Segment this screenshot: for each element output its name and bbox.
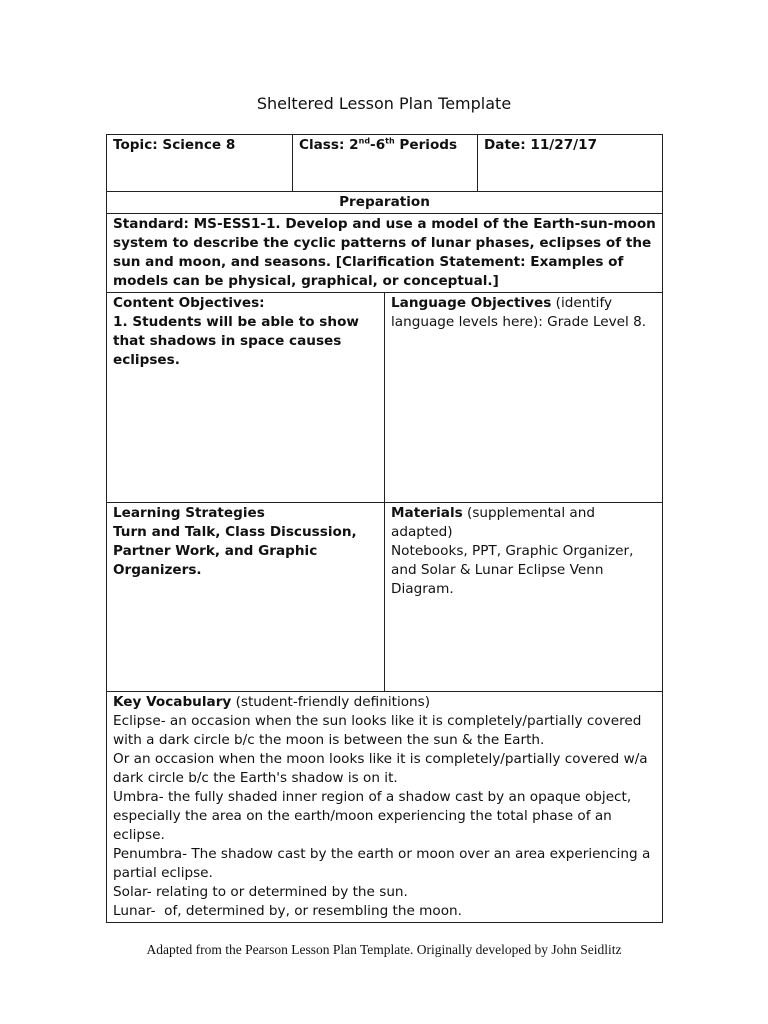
date-cell (478, 135, 663, 192)
class-cell (293, 135, 478, 192)
key-vocabulary-note: (student-friendly definitions) (231, 694, 431, 710)
standard-cell: Standard: MS-ESS1-1. Develop and use a model of the Earth-sun-moon system to describe the cyclic patterns of lunar phases, eclipses of the sun and moon, and seasons. [Clarification Statement: Examples of models can be physical, graphical, or conceptual.] (107, 214, 663, 293)
materials-text: Notebooks, PPT, Graphic Organizer, and Solar & Lunar Eclipse Venn Diagram. (391, 543, 634, 597)
content-objectives-cell (107, 293, 385, 503)
header-row (107, 135, 663, 192)
class-text: Class: 2nd-6th Periods (299, 136, 458, 153)
vocab-umbra: Umbra- the fully shaded inner region of a shadow cast by an opaque object, especially the area on the earth/moon experiencing the total phase of an eclipse. (113, 789, 632, 843)
preparation-heading: Preparation (107, 192, 663, 214)
learning-strategies-text: Turn and Talk, Class Discussion, Partner Work, and Graphic Organizers. (113, 524, 357, 578)
materials-note: (supplemental and adapted) (391, 505, 595, 540)
footer-attribution: Adapted from the Pearson Lesson Plan Template. Originally developed by John Seidlitz (146, 942, 622, 957)
language-objectives-cell (385, 293, 663, 503)
content-objectives-text: 1. Students will be able to show that shadows in space causes eclipses. (113, 314, 359, 368)
key-vocabulary-label: Key Vocabulary (113, 694, 232, 710)
learning-strategies-label: Learning Strategies (113, 505, 265, 521)
vocab-eclipse-moon: Or an occasion when the moon looks like it is completely/partially covered w/a dark circle b/c the Earth's shadow is on it. (113, 751, 648, 786)
objectives-row (107, 293, 663, 503)
date-text: Date: 11/27/17 (484, 137, 598, 153)
vocab-penumbra: Penumbra- The shadow cast by the earth or moon over an area experiencing a partial eclipse. (113, 846, 651, 881)
materials-label: Materials (391, 505, 463, 521)
content-objectives-label: Content Objectives: (113, 295, 265, 311)
key-vocabulary-cell (107, 692, 663, 923)
document-title: Sheltered Lesson Plan Template (256, 94, 512, 113)
vocabulary-row (107, 692, 663, 923)
topic-cell (107, 135, 293, 192)
lesson-plan-table (106, 134, 663, 923)
topic-text: Topic: Science 8 (113, 137, 236, 153)
vocab-lunar: Lunar- of, determined by, or resembling the moon. (113, 903, 462, 919)
preparation-row (107, 192, 663, 214)
strategies-row (107, 503, 663, 692)
key-vocabulary-heading (113, 693, 656, 712)
vocab-eclipse-sun: Eclipse- an occasion when the sun looks like it is completely/partially covered with a dark circle b/c the moon is between the sun & the Earth. (113, 713, 642, 748)
vocab-solar: Solar- relating to or determined by the sun. (113, 884, 408, 900)
materials-cell (385, 503, 663, 692)
standard-row (107, 214, 663, 293)
language-objectives-label: Language Objectives (391, 295, 552, 311)
learning-strategies-cell (107, 503, 385, 692)
language-objectives-text: (identify language levels here): Grade Level 8. (391, 295, 647, 330)
